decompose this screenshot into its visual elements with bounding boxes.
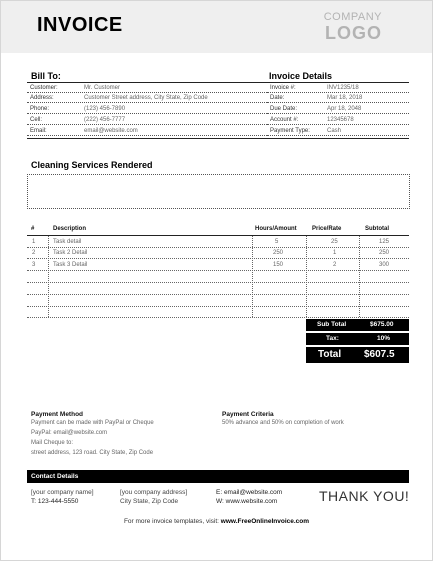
items-header-rule bbox=[27, 235, 409, 236]
bill-row-email bbox=[27, 127, 267, 136]
payment-method-line: PayPal: email@website.com bbox=[31, 430, 108, 436]
tax-value: 10% bbox=[377, 335, 391, 342]
bill-label: Cell: bbox=[30, 117, 43, 123]
bill-label: Customer: bbox=[30, 85, 58, 91]
col-header-num: # bbox=[31, 226, 35, 232]
bill-value: Customer Street address, City State, Zip Code bbox=[84, 95, 208, 101]
detail-value: Mar 18, 2018 bbox=[327, 95, 363, 101]
invoice-details-heading: Invoice Details bbox=[269, 71, 333, 81]
subtotal-row bbox=[306, 319, 409, 331]
item-hours: 250 bbox=[273, 250, 284, 256]
contact-phone: T: 123-444-5550 bbox=[31, 498, 79, 505]
total-value: $607.5 bbox=[364, 349, 395, 360]
bill-row-address bbox=[27, 94, 267, 103]
total-label: Total bbox=[318, 349, 342, 360]
bill-value: Mr. Customer bbox=[84, 85, 121, 91]
bill-label: Address: bbox=[30, 95, 54, 101]
col-header-description: Description bbox=[53, 226, 87, 232]
item-description: Task detail bbox=[53, 239, 82, 245]
item-description: Task 2 Detail bbox=[53, 250, 88, 256]
grid-row-line bbox=[27, 294, 409, 295]
payment-method-heading: Payment Method bbox=[31, 411, 84, 418]
bill-row-phone bbox=[27, 105, 267, 114]
grid-row-line bbox=[27, 258, 409, 259]
info-top-rule bbox=[27, 82, 409, 83]
subtotal-value: $675.00 bbox=[370, 321, 394, 328]
bill-value: (222) 456-7777 bbox=[84, 117, 126, 123]
grid-col-line bbox=[306, 236, 307, 317]
detail-row-invoice-number bbox=[267, 84, 409, 93]
tax-label: Tax: bbox=[326, 335, 339, 342]
detail-row-account bbox=[267, 116, 409, 125]
grid-row-line bbox=[27, 317, 409, 318]
grid-col-line bbox=[359, 236, 360, 317]
contact-company-name: [your company name] bbox=[31, 489, 94, 496]
bill-row-customer bbox=[27, 84, 267, 93]
detail-row-due-date bbox=[267, 105, 409, 114]
contact-address: [you company address] bbox=[120, 489, 188, 496]
detail-label: Date: bbox=[270, 95, 285, 101]
bill-row-cell bbox=[27, 116, 267, 125]
bill-to-heading: Bill To: bbox=[31, 71, 61, 81]
col-header-hours: Hours/Amount bbox=[255, 226, 297, 232]
info-bottom-rule bbox=[27, 138, 409, 139]
grid-row-line bbox=[27, 306, 409, 307]
item-subtotal: 300 bbox=[379, 262, 390, 268]
grid-col-line bbox=[48, 236, 49, 317]
invoice-title: INVOICE bbox=[37, 14, 123, 36]
col-header-subtotal: Subtotal bbox=[365, 226, 389, 232]
item-price: 25 bbox=[331, 239, 338, 245]
bill-value: (123) 456-7890 bbox=[84, 106, 126, 112]
services-notes-box bbox=[27, 174, 410, 209]
payment-criteria-line: 50% advance and 50% on completion of work bbox=[222, 420, 344, 426]
detail-label: Payment Type: bbox=[270, 128, 310, 134]
total-row bbox=[306, 347, 409, 363]
payment-method-line: street address, 123 road. City State, Zip Code bbox=[31, 450, 154, 456]
contact-web: W: www.website.com bbox=[216, 498, 278, 505]
item-price: 2 bbox=[333, 262, 337, 268]
detail-label: Invoice #: bbox=[270, 85, 296, 91]
grid-row-line bbox=[27, 270, 409, 271]
thank-you-text: THANK YOU! bbox=[319, 488, 410, 504]
company-logo-line1: COMPANY bbox=[323, 11, 382, 23]
payment-method-line: Mail Cheque to: bbox=[31, 440, 74, 446]
item-price: 1 bbox=[333, 250, 337, 256]
item-subtotal: 250 bbox=[379, 250, 390, 256]
detail-value: INV1235/18 bbox=[327, 85, 359, 91]
footer-text: For more invoice templates, visit: bbox=[123, 518, 221, 525]
detail-value: Apr 18, 2048 bbox=[327, 106, 362, 112]
detail-value: Cash bbox=[327, 128, 342, 134]
company-logo-line2: LOGO bbox=[325, 23, 382, 43]
grid-row-line bbox=[27, 247, 409, 248]
bill-label: Phone: bbox=[30, 106, 50, 112]
contact-email: E: email@website.com bbox=[216, 489, 283, 496]
detail-row-date bbox=[267, 94, 409, 103]
grid-row-line bbox=[27, 282, 409, 283]
grid-col-line bbox=[252, 236, 253, 317]
detail-value: 12345678 bbox=[327, 117, 354, 123]
footer-note bbox=[1, 518, 432, 525]
item-hours: 150 bbox=[273, 262, 284, 268]
services-heading: Cleaning Services Rendered bbox=[31, 160, 153, 170]
detail-label: Account #: bbox=[270, 117, 299, 123]
item-num: 1 bbox=[32, 239, 36, 245]
item-num: 2 bbox=[32, 250, 36, 256]
item-hours: 5 bbox=[275, 239, 279, 245]
footer-link[interactable]: www.FreeOnlineInvoice.com bbox=[220, 518, 310, 525]
item-description: Task 3 Detail bbox=[53, 262, 88, 268]
payment-criteria-heading: Payment Criteria bbox=[222, 411, 274, 418]
payment-method-line: Payment can be made with PayPal or Cheque bbox=[31, 420, 154, 426]
detail-label: Due Date: bbox=[270, 106, 298, 112]
invoice-header bbox=[1, 1, 432, 53]
col-header-price: Price/Rate bbox=[312, 226, 342, 232]
bill-label: Email: bbox=[30, 128, 47, 134]
item-num: 3 bbox=[32, 262, 36, 268]
tax-row bbox=[306, 333, 409, 345]
subtotal-label: Sub Total bbox=[317, 321, 347, 328]
detail-row-payment-type bbox=[267, 127, 409, 136]
contact-details-heading: Contact Details bbox=[31, 473, 79, 480]
contact-details-bar bbox=[27, 470, 409, 483]
bill-value: email@website.com bbox=[84, 128, 138, 134]
contact-city: City State, Zip Code bbox=[120, 498, 179, 505]
item-subtotal: 125 bbox=[379, 239, 390, 245]
